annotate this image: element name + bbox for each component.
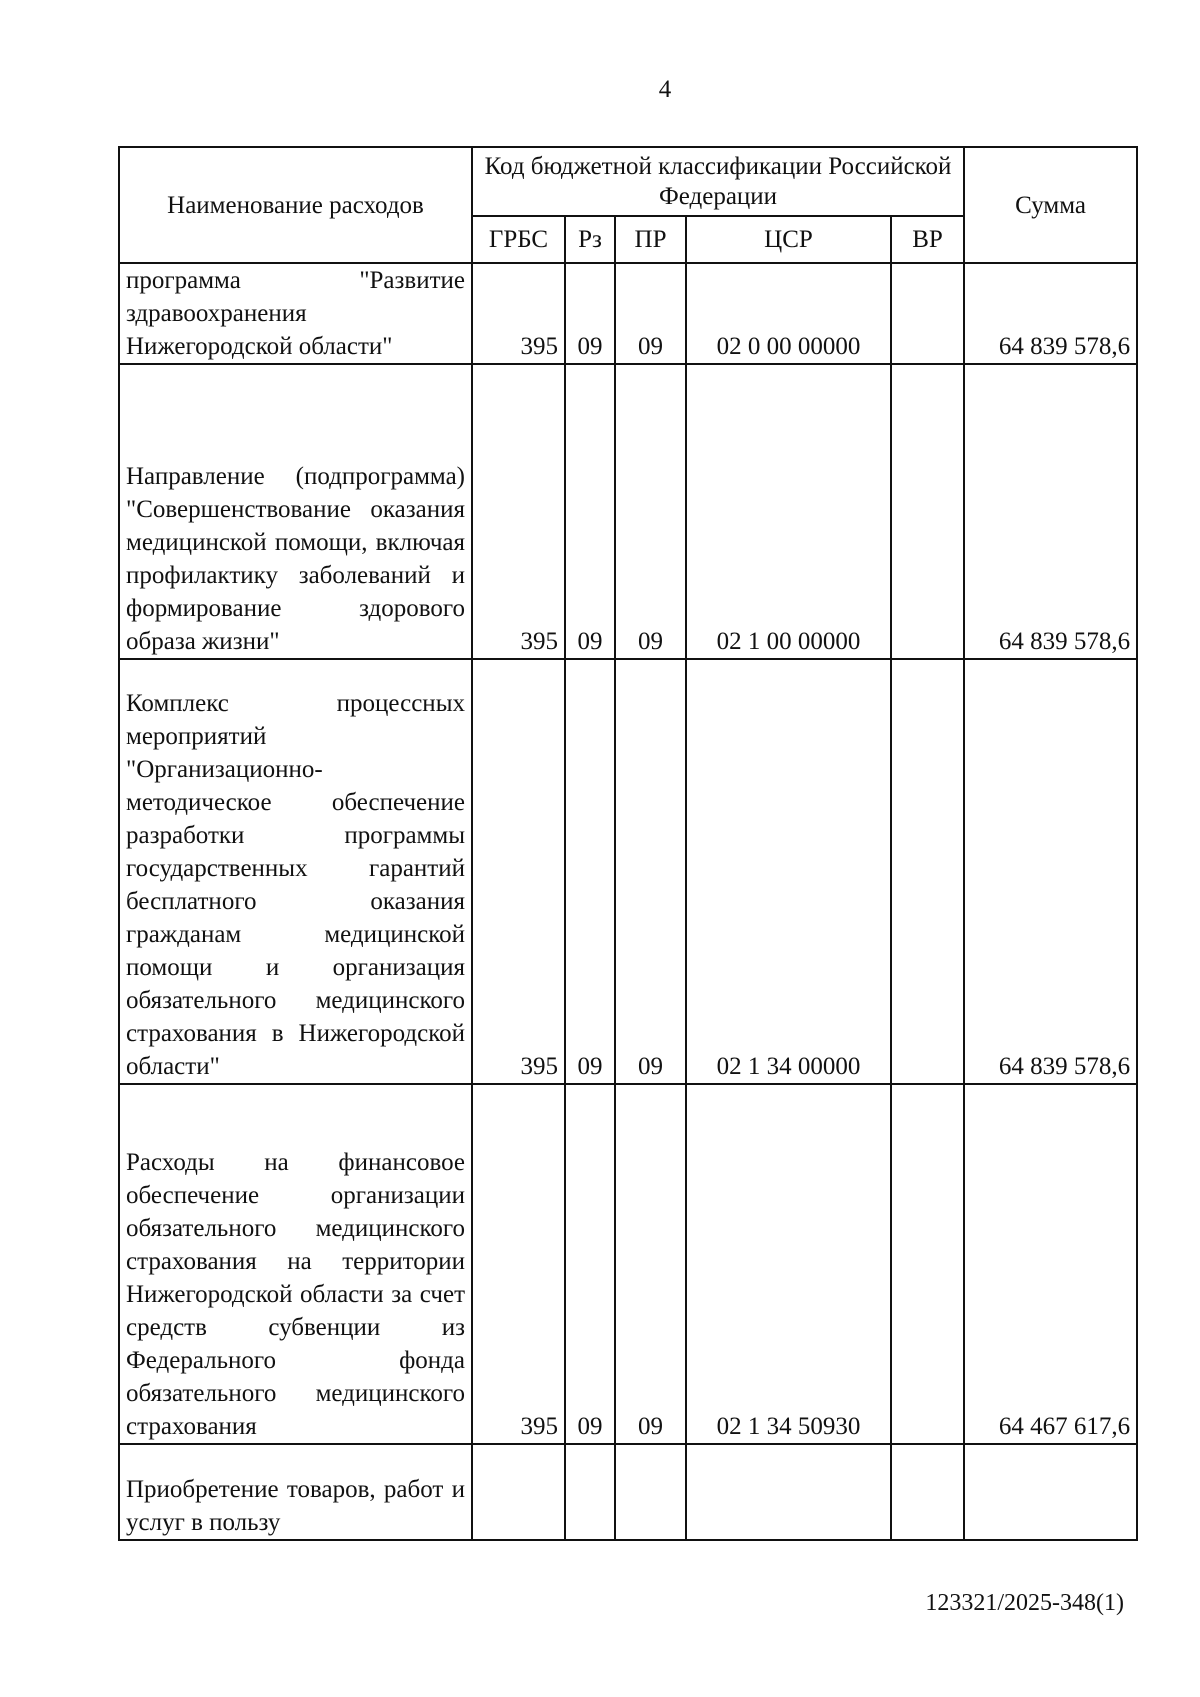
row-csr: 02 1 34 00000 <box>686 659 891 1084</box>
table-row <box>119 1444 1137 1540</box>
row-rz: 09 <box>565 1084 615 1444</box>
row-rz <box>565 1444 615 1540</box>
row-rz: 09 <box>565 659 615 1084</box>
header-pr: ПР <box>615 216 686 263</box>
page-number: 4 <box>658 76 672 103</box>
row-sum: 64 839 578,6 <box>964 364 1137 659</box>
row-vr <box>891 1444 964 1540</box>
row-pr: 09 <box>615 364 686 659</box>
row-csr: 02 1 34 50930 <box>686 1084 891 1444</box>
header-csr: ЦСР <box>686 216 891 263</box>
row-expense-name: Комплекс процессных мероприятий "Организационно-методическое обеспечение разработки программы государственных гарантий бесплатного оказания гражданам медицинской помощи и организация обязательного медицинского страхования в Нижегородской области" <box>119 659 472 1084</box>
row-grbs: 395 <box>472 263 565 364</box>
header-vr: ВР <box>891 216 964 263</box>
row-csr: 02 0 00 00000 <box>686 263 891 364</box>
row-vr <box>891 659 964 1084</box>
row-sum: 64 839 578,6 <box>964 659 1137 1084</box>
row-sum <box>964 1444 1137 1540</box>
document-registration-number: 123321/2025-348(1) <box>925 1590 1124 1616</box>
row-vr <box>891 1084 964 1444</box>
table-row <box>119 364 1137 659</box>
row-expense-name: Приобретение товаров, работ и услуг в пользу <box>119 1444 472 1540</box>
row-vr <box>891 263 964 364</box>
row-grbs: 395 <box>472 1084 565 1444</box>
header-budget-code: Код бюджетной классификации Российской Федерации <box>472 147 964 216</box>
row-rz: 09 <box>565 263 615 364</box>
row-pr <box>615 1444 686 1540</box>
header-rz: Рз <box>565 216 615 263</box>
row-grbs: 395 <box>472 364 565 659</box>
budget-table <box>118 146 1138 1541</box>
row-csr: 02 1 00 00000 <box>686 364 891 659</box>
row-sum: 64 839 578,6 <box>964 263 1137 364</box>
header-grbs: ГРБС <box>472 216 565 263</box>
row-sum: 64 467 617,6 <box>964 1084 1137 1444</box>
row-expense-name: Направление (подпрограмма) "Совершенствование оказания медицинской помощи, включая профилактику заболеваний и формирование здорового образа жизни" <box>119 364 472 659</box>
row-pr: 09 <box>615 1084 686 1444</box>
row-grbs <box>472 1444 565 1540</box>
row-expense-name: программа "Развитие здравоохранения Нижегородской области" <box>119 263 472 364</box>
header-sum: Сумма <box>964 147 1137 263</box>
row-grbs: 395 <box>472 659 565 1084</box>
table-row <box>119 659 1137 1084</box>
row-pr: 09 <box>615 659 686 1084</box>
table-row <box>119 1084 1137 1444</box>
row-rz: 09 <box>565 364 615 659</box>
row-vr <box>891 364 964 659</box>
row-expense-name: Расходы на финансовое обеспечение организации обязательного медицинского страхования на территории Нижегородской области за счет средств субвенции из Федерального фонда обязательного медицинского страхования <box>119 1084 472 1444</box>
row-pr: 09 <box>615 263 686 364</box>
row-csr <box>686 1444 891 1540</box>
header-expense-name: Наименование расходов <box>119 147 472 263</box>
table-row <box>119 263 1137 364</box>
